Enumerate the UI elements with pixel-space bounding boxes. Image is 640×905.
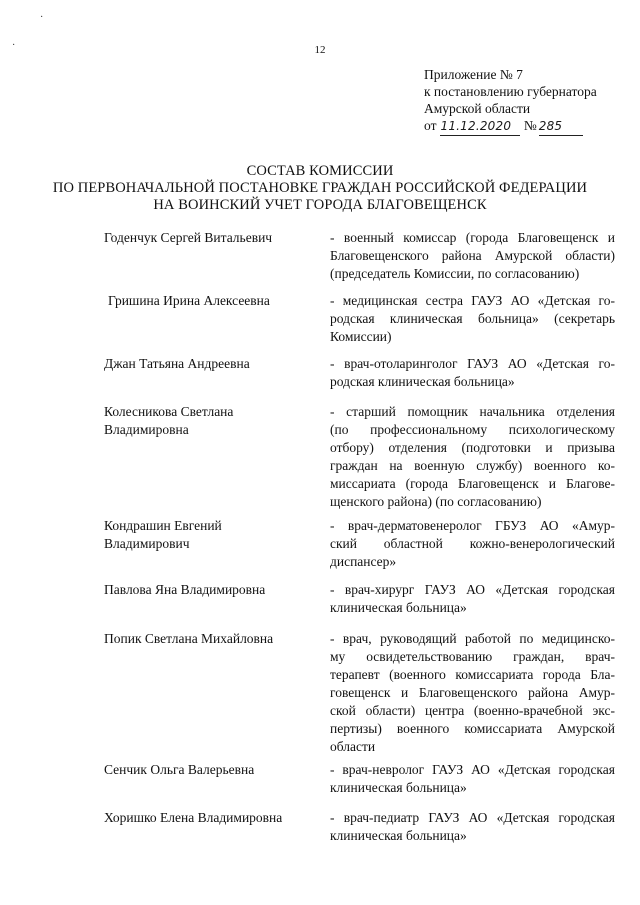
member-role-line: му освидетельствованию граждан, врач- bbox=[330, 649, 615, 664]
member-role-line: говещенск и Благовещенского района Амур- bbox=[330, 685, 615, 700]
member-role-line: - врач-невролог ГАУЗ АО «Детская городская bbox=[330, 762, 615, 777]
member-role-line: родская клиническая больница» bbox=[330, 374, 515, 389]
member-role-line: клиническая больница» bbox=[330, 600, 467, 615]
member-name-line: Владимирович bbox=[104, 536, 190, 551]
member-role-line: пертизы) военного комиссариата Амурской bbox=[330, 721, 615, 736]
member-name bbox=[104, 761, 324, 779]
member-role-line: щенского района) (по согласованию) bbox=[330, 494, 542, 509]
member-role-line: Комиссии) bbox=[330, 329, 392, 344]
member-name-line: Владимировна bbox=[104, 422, 189, 437]
handwritten-date: 11.12.2020 bbox=[440, 118, 520, 136]
handwritten-number: 285 bbox=[539, 118, 583, 136]
member-role bbox=[330, 229, 615, 283]
appendix-line: к постановлению губернатора bbox=[424, 84, 597, 99]
member-role-line: - врач-хирург ГАУЗ АО «Детская городская bbox=[330, 582, 615, 597]
member-role bbox=[330, 761, 615, 797]
member-role-line: миссариата (города Благовещенск и Благове- bbox=[330, 476, 615, 491]
member-name bbox=[104, 581, 324, 599]
member-name-line: Кондрашин Евгений bbox=[104, 518, 222, 533]
member-name bbox=[104, 229, 324, 247]
member-role-line: ской области) центра (военно-врачебной экс- bbox=[330, 703, 615, 718]
member-role-line: ский областной кожно-венерологический bbox=[330, 536, 615, 551]
member-role-line: клиническая больница» bbox=[330, 828, 467, 843]
member-role-line: клиническая больница» bbox=[330, 780, 467, 795]
member-role-line: граждан на военную службу) военного ко- bbox=[330, 458, 615, 473]
member-role-line: - военный комиссар (города Благовещенск и bbox=[330, 230, 615, 245]
title-line: СОСТАВ КОМИССИИ bbox=[246, 163, 394, 179]
member-role bbox=[330, 517, 615, 571]
member-role-line: - врач, руководящий работой по медицинско- bbox=[330, 631, 615, 646]
member-name bbox=[104, 809, 324, 827]
member-name bbox=[104, 355, 324, 373]
member-role bbox=[330, 403, 615, 511]
member-name-line: Джан Татьяна Андреевна bbox=[104, 356, 250, 371]
member-name-line: Павлова Яна Владимировна bbox=[104, 582, 266, 597]
title-line: ПО ПЕРВОНАЧАЛЬНОЙ ПОСТАНОВКЕ ГРАЖДАН РОССИЙСКОЙ ФЕДЕРАЦИИ bbox=[52, 180, 588, 196]
number-prefix: № bbox=[523, 118, 537, 133]
member-name-line: Колесникова Светлана bbox=[104, 404, 234, 419]
member-name-line: Попик Светлана Михайловна bbox=[104, 631, 274, 646]
member-role-line: терапевт (военного комиссариата города Бла- bbox=[330, 667, 615, 682]
member-role-line: - врач-отоларинголог ГАУЗ АО «Детская го- bbox=[330, 356, 615, 371]
member-role-line: - медицинская сестра ГАУЗ АО «Детская го- bbox=[330, 293, 615, 308]
member-role-line: - врач-педиатр ГАУЗ АО «Детская городская bbox=[330, 810, 615, 825]
member-name bbox=[108, 292, 328, 310]
title-line: НА ВОИНСКИЙ УЧЕТ ГОРОДА БЛАГОВЕЩЕНСК bbox=[153, 197, 487, 213]
scan-speck: · bbox=[12, 40, 16, 51]
page-number: 12 bbox=[314, 44, 326, 56]
member-name-line: Сенчик Ольга Валерьевна bbox=[104, 762, 255, 777]
scan-speck: · bbox=[40, 12, 44, 23]
member-role bbox=[330, 292, 615, 346]
member-role-line: (по профессиональному психологическому bbox=[330, 422, 615, 437]
member-name bbox=[104, 403, 324, 439]
member-name bbox=[104, 517, 324, 553]
member-role bbox=[330, 630, 615, 756]
date-prefix: от bbox=[424, 118, 437, 133]
member-role-line: - старший помощник начальника отделения bbox=[330, 404, 615, 419]
member-role-line: - врач-дерматовенеролог ГБУЗ АО «Амур- bbox=[330, 518, 615, 533]
appendix-line: Приложение № 7 bbox=[424, 67, 523, 82]
member-role-line: области bbox=[330, 739, 376, 754]
member-name-line: Хоришко Елена Владимировна bbox=[104, 810, 283, 825]
member-role-line: отбору) отделения (подготовки и призыва bbox=[330, 440, 615, 455]
member-name-line: Годенчук Сергей Витальевич bbox=[104, 230, 273, 245]
member-role-line: диспансер» bbox=[330, 554, 397, 569]
member-role-line: родская клиническая больница» (секретарь bbox=[330, 311, 615, 326]
member-role-line: Благовещенского района Амурской области) bbox=[330, 248, 615, 263]
member-name bbox=[104, 630, 324, 648]
appendix-line: Амурской области bbox=[424, 101, 531, 116]
member-role bbox=[330, 809, 615, 845]
member-name-line: Гришина Ирина Алексеевна bbox=[108, 293, 270, 308]
member-role-line: (председатель Комиссии, по согласованию) bbox=[330, 266, 580, 281]
member-role bbox=[330, 581, 615, 617]
member-role bbox=[330, 355, 615, 391]
